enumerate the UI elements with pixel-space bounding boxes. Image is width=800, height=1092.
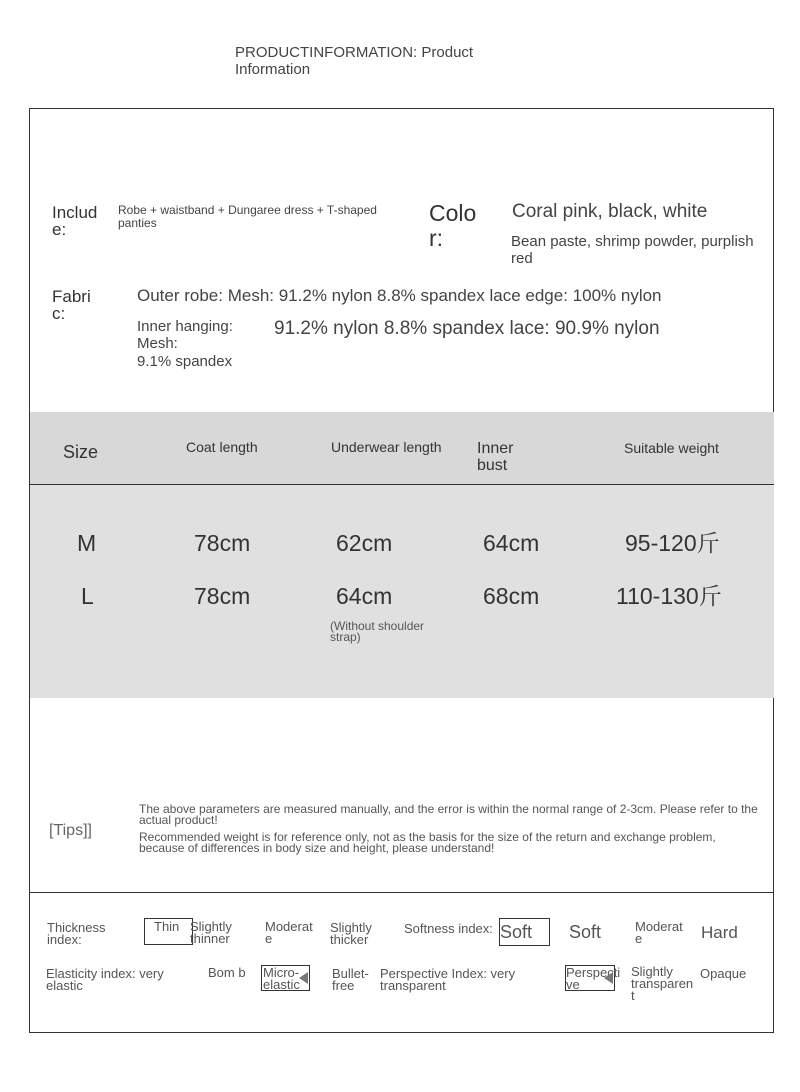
elasticity-option: Bullet-free xyxy=(332,966,369,993)
fabric-inner-label: Inner hanging: Mesh: xyxy=(137,318,233,352)
table-cell: 110-130斤 xyxy=(616,583,722,609)
page-title: PRODUCTINFORMATION: Product Information xyxy=(235,44,474,78)
softness-option: Hard xyxy=(701,923,738,942)
perspective-option: Perspecti ve xyxy=(566,965,621,992)
thickness-option: Moderat e xyxy=(265,919,313,946)
inner-bust-header: Inner bust xyxy=(477,440,514,474)
selection-marker-icon xyxy=(299,972,308,984)
thickness-option: Slightly thinner xyxy=(190,919,232,946)
color-label: Colo r: xyxy=(429,200,477,251)
table-cell: 64cm xyxy=(483,530,540,556)
strap-note: (Without shoulder strap) xyxy=(330,619,425,644)
table-cell: M xyxy=(77,530,97,556)
perspective-option: Opaque xyxy=(700,966,747,981)
softness-option: Soft xyxy=(569,922,602,942)
size-header: Size xyxy=(63,442,99,462)
perspective-option: Slightly transparen t xyxy=(631,964,694,1003)
softness-label: Softness index: xyxy=(404,921,493,936)
fabric-outer: Outer robe: Mesh: 91.2% nylon 8.8% spandex lace edge: 100% nylon xyxy=(137,286,662,305)
tips-label: [Tips]] xyxy=(49,822,92,839)
thickness-option: Slightly thicker xyxy=(330,920,372,947)
selection-marker-icon xyxy=(604,972,613,984)
elasticity-label: Elasticity index: very elastic xyxy=(46,966,164,993)
elasticity-option: Micro-elastic xyxy=(263,965,300,992)
tips-line-1: The above parameters are measured manually, and the error is within the normal range of 2-3cm. Please refer to the actual product! xyxy=(139,802,758,827)
tips-line-2: Recommended weight is for reference only, not as the basis for the size of the return and exchange problem, because of differences in body size and height, please understand! xyxy=(139,830,716,855)
color-main: Coral pink, black, white xyxy=(512,201,708,222)
coat-length-header: Coat length xyxy=(186,439,258,455)
fabric-inner-extra: 9.1% spandex xyxy=(137,353,233,370)
fabric-inner-value: 91.2% nylon 8.8% spandex lace: 90.9% nylon xyxy=(274,318,660,339)
table-cell: 78cm xyxy=(194,583,251,609)
table-cell: 68cm xyxy=(483,583,540,609)
table-cell: 62cm xyxy=(336,530,393,556)
softness-option: Soft xyxy=(500,922,533,942)
table-cell: 95-120斤 xyxy=(625,530,720,556)
elasticity-option: Bom b xyxy=(208,965,246,980)
include-label: Includ e: xyxy=(52,203,98,239)
table-cell: 78cm xyxy=(194,530,251,556)
thickness-label: Thickness index: xyxy=(47,920,106,947)
underwear-length-header: Underwear length xyxy=(331,439,442,455)
softness-option: Moderat e xyxy=(635,919,683,946)
perspective-label: Perspective Index: very transparent xyxy=(380,966,516,993)
divider xyxy=(30,892,774,893)
color-alt: Bean paste, shrimp powder, purplish red xyxy=(511,233,754,267)
table-cell: 64cm xyxy=(336,583,393,609)
fabric-label: Fabri c: xyxy=(52,287,91,323)
table-cell: L xyxy=(81,583,94,609)
suitable-weight-header: Suitable weight xyxy=(624,440,719,456)
thickness-option: Thin xyxy=(154,919,180,934)
include-value: Robe + waistband + Dungaree dress + T-shaped panties xyxy=(118,203,377,230)
